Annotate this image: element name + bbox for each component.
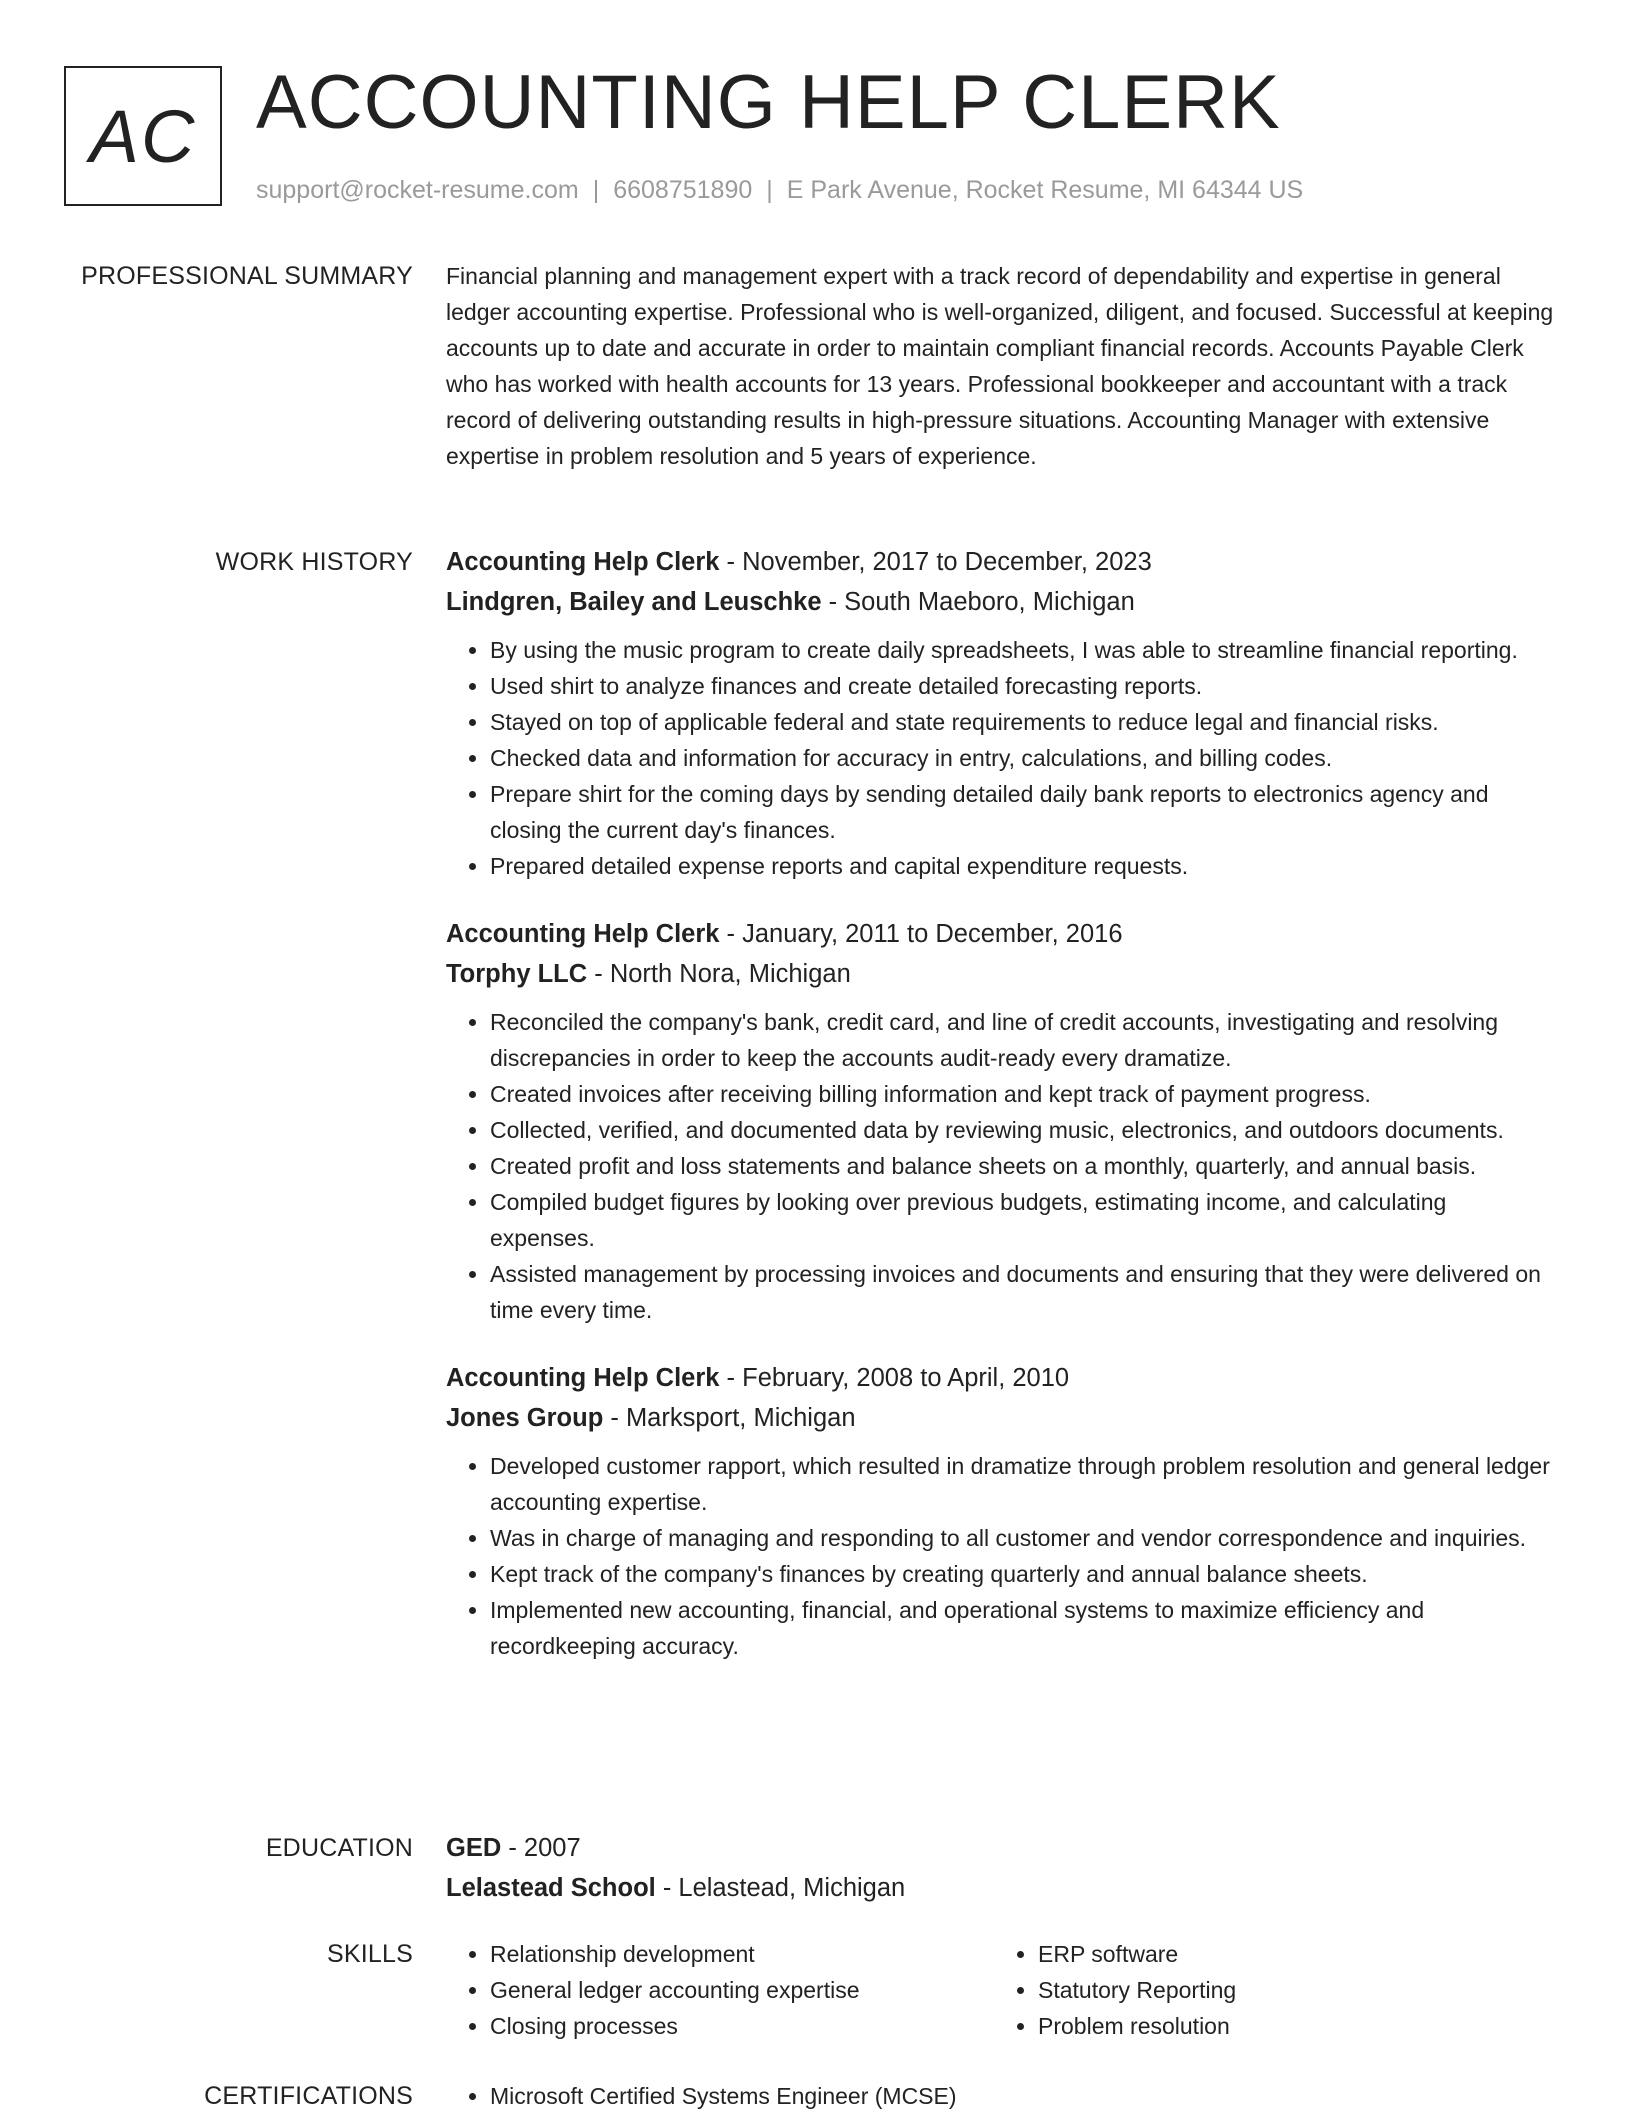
- contact-separator: |: [766, 176, 773, 204]
- skill-item: • Statutory Reporting: [1038, 1972, 1542, 2008]
- job-bullet: • Assisted management by processing invoices and documents and ensuring that they were delivered on time every time.: [490, 1256, 1556, 1328]
- skill-item: • General ledger accounting expertise: [490, 1972, 994, 2008]
- job-bullet: • Stayed on top of applicable federal and state requirements to reduce legal and financial risks.: [490, 704, 1556, 740]
- job-bullet: • Was in charge of managing and responding to all customer and vendor correspondence and inquiries.: [490, 1520, 1556, 1556]
- job-company: Torphy LLC: [446, 960, 588, 988]
- job-bullet: • Reconciled the company's bank, credit card, and line of credit accounts, investigating and resolving discrepancies in order to keep the accounts audit-ready every dramatize.: [490, 1004, 1556, 1076]
- job-bullet: • By using the music program to create daily spreadsheets, I was able to streamline financial reporting.: [490, 632, 1556, 668]
- job-company-line: [446, 954, 1556, 994]
- job-title-line: [446, 542, 1556, 582]
- job-bullet: • Kept track of the company's finances by creating quarterly and annual balance sheets.: [490, 1556, 1556, 1592]
- job-bullets: [446, 1004, 1556, 1328]
- monogram-logo: AC: [64, 66, 222, 206]
- job-bullet: • Developed customer rapport, which resulted in dramatize through problem resolution and general ledger accounting expertise.: [490, 1448, 1556, 1520]
- education-degree: GED: [446, 1834, 502, 1862]
- contact-email[interactable]: support@rocket-resume.com: [256, 176, 579, 204]
- skills-column-right: [994, 1936, 1542, 2044]
- job-bullet: • Used shirt to analyze finances and create detailed forecasting reports.: [490, 668, 1556, 704]
- education-label: EDUCATION: [265, 1834, 413, 1862]
- contact-line: [256, 172, 1303, 208]
- skills-grid: [446, 1936, 1556, 2044]
- job-bullet: • Prepared detailed expense reports and capital expenditure requests.: [490, 848, 1556, 884]
- job-bullets: [446, 632, 1556, 884]
- job-title-line: [446, 1358, 1556, 1398]
- job-bullets: [446, 1448, 1556, 1664]
- job-title-line: [446, 914, 1556, 954]
- job-bullet: • Compiled budget figures by looking over previous budgets, estimating income, and calculating expenses.: [490, 1184, 1556, 1256]
- contact-separator: |: [592, 176, 600, 204]
- summary-label: PROFESSIONAL SUMMARY: [81, 262, 413, 290]
- certifications-list: [446, 2078, 1556, 2114]
- job-bullet: • Collected, verified, and documented data by reviewing music, electronics, and outdoors documents.: [490, 1112, 1556, 1148]
- job-bullet: • Created invoices after receiving billing information and kept track of payment progress.: [490, 1076, 1556, 1112]
- job-dates: - January, 2011 to December, 2016: [719, 920, 1123, 948]
- contact-address: E Park Avenue, Rocket Resume, MI 64344 US: [786, 176, 1304, 204]
- skill-item: • Problem resolution: [1038, 2008, 1542, 2044]
- education-school: Lelastead School: [446, 1874, 656, 1902]
- job-location: - South Maeboro, Michigan: [821, 588, 1135, 616]
- job-location: - Marksport, Michigan: [603, 1404, 856, 1432]
- certifications-label: CERTIFICATIONS: [204, 2082, 413, 2110]
- skill-item: • Closing processes: [490, 2008, 994, 2044]
- job-bullet: • Implemented new accounting, financial, and operational systems to maximize efficiency and recordkeeping accuracy.: [490, 1592, 1556, 1664]
- skill-item: • Relationship development: [490, 1936, 994, 1972]
- job-dates: - February, 2008 to April, 2010: [719, 1364, 1070, 1392]
- skills-column-left: [446, 1936, 994, 2044]
- education-year: - 2007: [501, 1834, 581, 1862]
- job-bullet: • Prepare shirt for the coming days by sending detailed daily bank reports to electronics agency and closing the current day's finances.: [490, 776, 1556, 848]
- certification-item: • Microsoft Certified Systems Engineer (MCSE): [490, 2078, 1556, 2114]
- job-title: Accounting Help Clerk: [446, 548, 720, 576]
- job-company: Lindgren, Bailey and Leuschke: [446, 588, 822, 616]
- job-company-line: [446, 582, 1556, 622]
- job-bullet: • Checked data and information for accuracy in entry, calculations, and billing codes.: [490, 740, 1556, 776]
- contact-phone[interactable]: 6608751890: [613, 176, 753, 204]
- job-entry: [446, 1358, 1556, 1664]
- job-title: Accounting Help Clerk: [446, 920, 720, 948]
- education-location: - Lelastead, Michigan: [655, 1874, 906, 1902]
- education-school-line: [446, 1868, 1556, 1908]
- work-label: WORK HISTORY: [215, 548, 413, 576]
- job-company: Jones Group: [446, 1404, 604, 1432]
- skills-label: SKILLS: [327, 1940, 413, 1968]
- skill-item: • ERP software: [1038, 1936, 1542, 1972]
- job-location: - North Nora, Michigan: [587, 960, 851, 988]
- job-entry: [446, 542, 1556, 884]
- summary-text: Financial planning and management expert with a track record of dependability and expertise in general ledger accounting expertise. Professional who is well-organized, diligent, and focused. Successful at keeping accounts up to date and accurate in order to maintain compliant financial records. Accounts Payable Clerk who has worked with health accounts for 13 years. Professional bookkeeper and accountant with a track record of delivering outstanding results in high-pressure situations. Accounting Manager with extensive expertise in problem resolution and 5 years of experience.: [446, 263, 1554, 469]
- job-bullet: • Created profit and loss statements and balance sheets on a monthly, quarterly, and annual basis.: [490, 1148, 1556, 1184]
- job-title: Accounting Help Clerk: [446, 1364, 720, 1392]
- education-degree-line: [446, 1828, 1556, 1868]
- job-dates: - November, 2017 to December, 2023: [719, 548, 1152, 576]
- job-company-line: [446, 1398, 1556, 1438]
- resume-title: ACCOUNTING HELP CLERK: [256, 60, 1281, 145]
- job-entry: [446, 914, 1556, 1328]
